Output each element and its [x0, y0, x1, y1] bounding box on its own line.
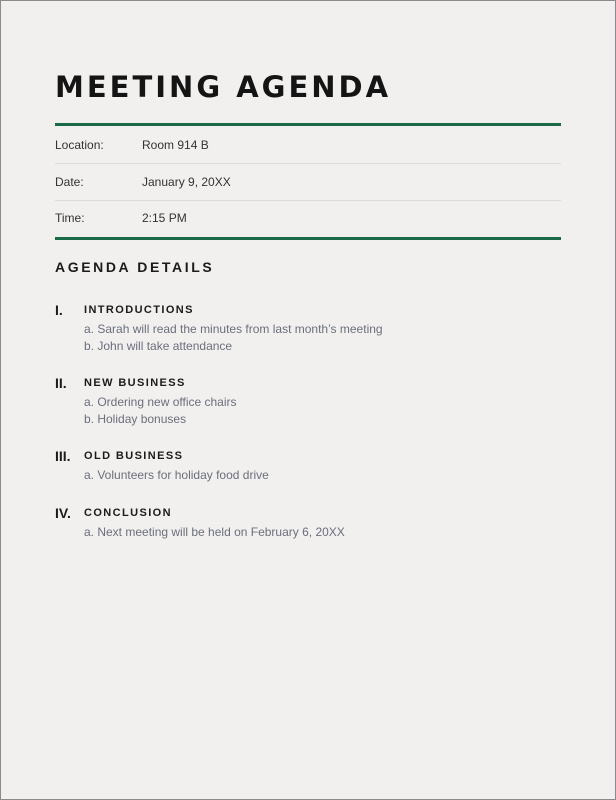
time-label: Time:	[55, 211, 85, 225]
subitem-list	[84, 394, 237, 427]
item-title: NEW BUSINESS	[84, 377, 186, 389]
item-numeral: I.	[55, 302, 63, 318]
list-item: b. John will take attendance	[84, 338, 233, 353]
agenda-details-heading: AGENDA DETAILS	[55, 259, 215, 275]
item-numeral: IV.	[55, 505, 71, 521]
date-label: Date:	[55, 175, 84, 189]
item-title: INTRODUCTIONS	[84, 304, 194, 316]
item-title: OLD BUSINESS	[84, 450, 184, 462]
time-value: 2:15 PM	[142, 211, 187, 225]
item-numeral: II.	[55, 375, 67, 391]
date-value: January 9, 20XX	[142, 175, 231, 189]
item-title: CONCLUSION	[84, 507, 172, 519]
list-item: a. Sarah will read the minutes from last month’s meeting	[84, 322, 383, 336]
location-row	[55, 127, 561, 164]
date-row	[55, 164, 561, 201]
subitem-list	[84, 321, 383, 354]
list-item: a. Ordering new office chairs	[84, 395, 237, 409]
list-item: b. Holiday bonuses	[84, 411, 187, 426]
list-item: a. Next meeting will be held on February 6, 20XX	[84, 525, 345, 539]
subitem-list	[84, 467, 269, 484]
location-label: Location:	[55, 138, 104, 152]
subitem-list	[84, 524, 345, 541]
page-title: MEETING AGENDA	[55, 70, 392, 104]
top-accent-rule	[55, 123, 561, 126]
bottom-accent-rule	[55, 237, 561, 240]
item-numeral: III.	[55, 448, 71, 464]
list-item: a. Volunteers for holiday food drive	[84, 468, 269, 482]
location-value: Room 914 B	[142, 138, 209, 152]
time-row	[55, 200, 561, 236]
